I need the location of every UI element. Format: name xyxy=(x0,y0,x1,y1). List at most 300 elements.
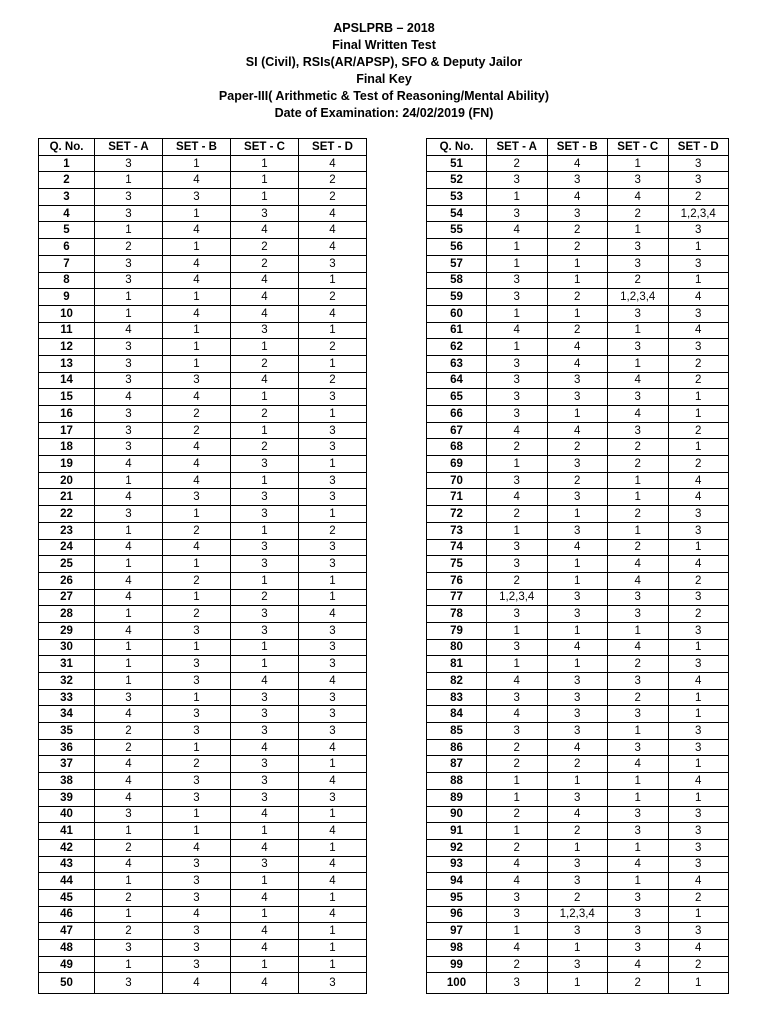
set-b-cell: 3 xyxy=(547,789,608,806)
set-d-cell: 3 xyxy=(668,923,729,940)
col-header-set-c: SET - C xyxy=(231,139,299,156)
set-c-cell: 1 xyxy=(608,355,669,372)
set-a-cell: 3 xyxy=(95,406,163,423)
set-c-cell: 2 xyxy=(231,355,299,372)
set-d-cell: 4 xyxy=(299,856,367,873)
table-row xyxy=(427,889,729,906)
set-b-cell: 3 xyxy=(163,723,231,740)
set-d-cell: 1 xyxy=(299,572,367,589)
set-c-cell: 2 xyxy=(231,406,299,423)
table-row xyxy=(427,205,729,222)
q-no-cell: 59 xyxy=(427,289,487,306)
set-c-cell: 1 xyxy=(608,723,669,740)
set-a-cell: 2 xyxy=(487,739,548,756)
set-d-cell: 3 xyxy=(668,622,729,639)
set-d-cell: 2 xyxy=(668,422,729,439)
set-d-cell: 3 xyxy=(668,305,729,322)
set-d-cell: 2 xyxy=(299,372,367,389)
set-b-cell: 4 xyxy=(547,639,608,656)
q-no-cell: 21 xyxy=(39,489,95,506)
table-row xyxy=(39,272,367,289)
set-a-cell: 3 xyxy=(95,272,163,289)
set-a-cell: 1 xyxy=(487,522,548,539)
set-b-cell: 3 xyxy=(547,372,608,389)
set-c-cell: 3 xyxy=(231,856,299,873)
set-b-cell: 3 xyxy=(547,873,608,890)
q-no-cell: 58 xyxy=(427,272,487,289)
set-c-cell: 4 xyxy=(231,839,299,856)
q-no-cell: 44 xyxy=(39,873,95,890)
set-d-cell: 3 xyxy=(668,155,729,172)
set-c-cell: 3 xyxy=(231,706,299,723)
q-no-cell: 23 xyxy=(39,522,95,539)
table-row xyxy=(39,839,367,856)
set-a-cell: 1 xyxy=(487,305,548,322)
set-d-cell: 1 xyxy=(668,789,729,806)
set-a-cell: 2 xyxy=(487,439,548,456)
set-c-cell: 4 xyxy=(608,406,669,423)
set-b-cell: 3 xyxy=(547,673,608,690)
q-no-cell: 41 xyxy=(39,823,95,840)
set-a-cell: 2 xyxy=(95,239,163,256)
set-b-cell: 1 xyxy=(547,305,608,322)
set-d-cell: 3 xyxy=(668,222,729,239)
set-b-cell: 3 xyxy=(547,489,608,506)
set-a-cell: 4 xyxy=(95,489,163,506)
set-b-cell: 1 xyxy=(163,823,231,840)
table-row xyxy=(427,823,729,840)
set-a-cell: 3 xyxy=(95,940,163,957)
set-d-cell: 2 xyxy=(668,889,729,906)
set-c-cell: 4 xyxy=(231,305,299,322)
table-row xyxy=(39,506,367,523)
set-d-cell: 4 xyxy=(299,773,367,790)
set-a-cell: 3 xyxy=(487,205,548,222)
set-b-cell: 2 xyxy=(547,322,608,339)
table-row xyxy=(39,739,367,756)
q-no-cell: 38 xyxy=(39,773,95,790)
set-b-cell: 4 xyxy=(163,172,231,189)
set-c-cell: 2 xyxy=(608,656,669,673)
set-a-cell: 3 xyxy=(487,539,548,556)
q-no-cell: 54 xyxy=(427,205,487,222)
q-no-cell: 94 xyxy=(427,873,487,890)
set-b-cell: 1 xyxy=(547,656,608,673)
table-row xyxy=(427,606,729,623)
table-row xyxy=(39,205,367,222)
set-a-cell: 4 xyxy=(95,572,163,589)
table-row xyxy=(39,706,367,723)
set-a-cell: 1 xyxy=(95,289,163,306)
table-row xyxy=(427,706,729,723)
set-a-cell: 1 xyxy=(95,172,163,189)
set-c-cell: 4 xyxy=(231,940,299,957)
set-b-cell: 3 xyxy=(163,956,231,973)
set-c-cell: 3 xyxy=(608,906,669,923)
table-row xyxy=(39,889,367,906)
set-b-cell: 3 xyxy=(547,172,608,189)
set-c-cell: 3 xyxy=(231,556,299,573)
table-row xyxy=(427,839,729,856)
set-b-cell: 3 xyxy=(163,673,231,690)
set-d-cell: 1 xyxy=(299,889,367,906)
set-a-cell: 3 xyxy=(487,906,548,923)
set-c-cell: 4 xyxy=(608,856,669,873)
set-d-cell: 4 xyxy=(299,205,367,222)
set-b-cell: 2 xyxy=(163,756,231,773)
table-row xyxy=(427,189,729,206)
set-a-cell: 3 xyxy=(95,422,163,439)
q-no-cell: 34 xyxy=(39,706,95,723)
set-c-cell: 3 xyxy=(231,622,299,639)
set-d-cell: 1 xyxy=(299,355,367,372)
set-b-cell: 3 xyxy=(163,789,231,806)
set-c-cell: 1 xyxy=(608,622,669,639)
table-row xyxy=(39,155,367,172)
q-no-cell: 46 xyxy=(39,906,95,923)
set-a-cell: 3 xyxy=(487,689,548,706)
set-c-cell: 2 xyxy=(608,439,669,456)
table-row xyxy=(39,355,367,372)
table-header-row xyxy=(427,139,729,156)
set-d-cell: 2 xyxy=(668,372,729,389)
set-c-cell: 1 xyxy=(608,322,669,339)
set-d-cell: 2 xyxy=(668,956,729,973)
set-b-cell: 3 xyxy=(163,189,231,206)
set-d-cell: 1 xyxy=(299,923,367,940)
set-d-cell: 3 xyxy=(668,522,729,539)
col-header-set-d: SET - D xyxy=(668,139,729,156)
set-c-cell: 4 xyxy=(231,673,299,690)
set-a-cell: 1 xyxy=(95,673,163,690)
set-d-cell: 4 xyxy=(668,472,729,489)
set-a-cell: 2 xyxy=(487,956,548,973)
set-d-cell: 2 xyxy=(668,189,729,206)
set-b-cell: 1 xyxy=(163,355,231,372)
q-no-cell: 74 xyxy=(427,539,487,556)
table-row xyxy=(39,773,367,790)
set-c-cell: 4 xyxy=(231,739,299,756)
set-b-cell: 4 xyxy=(163,539,231,556)
set-c-cell: 1 xyxy=(231,155,299,172)
set-a-cell: 1 xyxy=(95,656,163,673)
set-a-cell: 2 xyxy=(95,839,163,856)
set-c-cell: 3 xyxy=(231,322,299,339)
set-a-cell: 4 xyxy=(487,856,548,873)
set-d-cell: 3 xyxy=(668,656,729,673)
q-no-cell: 8 xyxy=(39,272,95,289)
set-c-cell: 1 xyxy=(608,489,669,506)
q-no-cell: 7 xyxy=(39,255,95,272)
set-c-cell: 3 xyxy=(608,339,669,356)
q-no-cell: 18 xyxy=(39,439,95,456)
set-c-cell: 2 xyxy=(608,205,669,222)
q-no-cell: 68 xyxy=(427,439,487,456)
q-no-cell: 9 xyxy=(39,289,95,306)
set-a-cell: 2 xyxy=(95,923,163,940)
table-row xyxy=(427,272,729,289)
q-no-cell: 81 xyxy=(427,656,487,673)
set-a-cell: 1 xyxy=(95,639,163,656)
q-no-cell: 55 xyxy=(427,222,487,239)
set-d-cell: 3 xyxy=(299,389,367,406)
set-b-cell: 3 xyxy=(547,923,608,940)
set-d-cell: 4 xyxy=(299,873,367,890)
set-c-cell: 4 xyxy=(231,372,299,389)
set-d-cell: 2 xyxy=(299,522,367,539)
set-c-cell: 1 xyxy=(231,422,299,439)
set-b-cell: 3 xyxy=(163,489,231,506)
set-c-cell: 4 xyxy=(231,923,299,940)
set-d-cell: 3 xyxy=(668,806,729,823)
set-a-cell: 1 xyxy=(487,456,548,473)
set-a-cell: 4 xyxy=(487,873,548,890)
set-a-cell: 4 xyxy=(95,856,163,873)
set-b-cell: 3 xyxy=(163,656,231,673)
table-row xyxy=(39,339,367,356)
set-c-cell: 3 xyxy=(608,606,669,623)
table-row xyxy=(39,656,367,673)
set-a-cell: 1 xyxy=(95,606,163,623)
set-b-cell: 2 xyxy=(163,406,231,423)
set-b-cell: 4 xyxy=(163,973,231,994)
q-no-cell: 82 xyxy=(427,673,487,690)
table-row xyxy=(39,522,367,539)
set-a-cell: 1 xyxy=(95,906,163,923)
set-c-cell: 1 xyxy=(608,773,669,790)
q-no-cell: 72 xyxy=(427,506,487,523)
table-row xyxy=(39,422,367,439)
set-c-cell: 2 xyxy=(608,539,669,556)
set-b-cell: 2 xyxy=(547,239,608,256)
table-row xyxy=(427,239,729,256)
set-b-cell: 3 xyxy=(547,856,608,873)
set-c-cell: 1 xyxy=(231,906,299,923)
table-row xyxy=(427,439,729,456)
table-row xyxy=(427,556,729,573)
q-no-cell: 14 xyxy=(39,372,95,389)
set-b-cell: 4 xyxy=(163,255,231,272)
set-d-cell: 2 xyxy=(299,172,367,189)
set-b-cell: 4 xyxy=(547,739,608,756)
q-no-cell: 96 xyxy=(427,906,487,923)
q-no-cell: 52 xyxy=(427,172,487,189)
set-d-cell: 4 xyxy=(299,305,367,322)
set-d-cell: 2 xyxy=(299,339,367,356)
set-b-cell: 3 xyxy=(547,956,608,973)
table-row xyxy=(427,372,729,389)
table-row xyxy=(427,155,729,172)
set-b-cell: 4 xyxy=(547,155,608,172)
set-a-cell: 3 xyxy=(487,889,548,906)
set-c-cell: 3 xyxy=(608,255,669,272)
set-a-cell: 1 xyxy=(95,956,163,973)
key-type: Final Key xyxy=(356,72,412,86)
set-c-cell: 4 xyxy=(231,289,299,306)
set-b-cell: 1 xyxy=(547,572,608,589)
table-row xyxy=(427,673,729,690)
set-d-cell: 3 xyxy=(668,839,729,856)
set-a-cell: 1 xyxy=(95,305,163,322)
set-c-cell: 4 xyxy=(231,806,299,823)
table-row xyxy=(427,923,729,940)
table-row xyxy=(427,289,729,306)
table-row xyxy=(39,940,367,957)
q-no-cell: 6 xyxy=(39,239,95,256)
set-a-cell: 4 xyxy=(95,589,163,606)
set-d-cell: 3 xyxy=(668,739,729,756)
set-a-cell: 3 xyxy=(487,472,548,489)
table-row xyxy=(39,322,367,339)
set-b-cell: 1 xyxy=(547,973,608,994)
set-d-cell: 3 xyxy=(299,539,367,556)
set-d-cell: 2 xyxy=(668,456,729,473)
set-b-cell: 1 xyxy=(547,255,608,272)
set-c-cell: 1 xyxy=(231,339,299,356)
table-row xyxy=(427,406,729,423)
set-a-cell: 1 xyxy=(95,522,163,539)
set-c-cell: 1 xyxy=(608,789,669,806)
set-a-cell: 1 xyxy=(487,239,548,256)
table-row xyxy=(39,406,367,423)
set-a-cell: 3 xyxy=(487,389,548,406)
set-a-cell: 1 xyxy=(95,556,163,573)
set-a-cell: 3 xyxy=(487,172,548,189)
table-row xyxy=(427,589,729,606)
set-a-cell: 3 xyxy=(95,255,163,272)
set-d-cell: 1 xyxy=(668,639,729,656)
set-d-cell: 1 xyxy=(299,456,367,473)
set-d-cell: 1 xyxy=(668,756,729,773)
q-no-cell: 57 xyxy=(427,255,487,272)
set-b-cell: 1 xyxy=(163,639,231,656)
set-b-cell: 4 xyxy=(163,305,231,322)
set-b-cell: 3 xyxy=(163,940,231,957)
table-row xyxy=(39,372,367,389)
q-no-cell: 88 xyxy=(427,773,487,790)
set-d-cell: 1 xyxy=(668,689,729,706)
table-row xyxy=(427,789,729,806)
set-b-cell: 4 xyxy=(163,389,231,406)
q-no-cell: 47 xyxy=(39,923,95,940)
set-b-cell: 3 xyxy=(163,372,231,389)
q-no-cell: 36 xyxy=(39,739,95,756)
q-no-cell: 5 xyxy=(39,222,95,239)
set-d-cell: 3 xyxy=(668,856,729,873)
set-d-cell: 4 xyxy=(299,606,367,623)
set-c-cell: 3 xyxy=(231,606,299,623)
set-c-cell: 3 xyxy=(608,806,669,823)
set-c-cell: 3 xyxy=(608,239,669,256)
set-a-cell: 2 xyxy=(487,155,548,172)
set-a-cell: 4 xyxy=(95,389,163,406)
set-d-cell: 2 xyxy=(668,606,729,623)
set-a-cell: 3 xyxy=(95,155,163,172)
table-row xyxy=(427,940,729,957)
set-b-cell: 4 xyxy=(547,339,608,356)
q-no-cell: 15 xyxy=(39,389,95,406)
table-row xyxy=(39,239,367,256)
set-b-cell: 1 xyxy=(163,322,231,339)
set-b-cell: 1 xyxy=(163,155,231,172)
set-c-cell: 2 xyxy=(608,506,669,523)
set-a-cell: 3 xyxy=(487,639,548,656)
set-d-cell: 3 xyxy=(299,439,367,456)
set-a-cell: 3 xyxy=(487,973,548,994)
set-b-cell: 2 xyxy=(547,472,608,489)
set-b-cell: 3 xyxy=(547,589,608,606)
set-a-cell: 3 xyxy=(95,189,163,206)
q-no-cell: 31 xyxy=(39,656,95,673)
table-row xyxy=(427,172,729,189)
set-d-cell: 4 xyxy=(668,673,729,690)
set-d-cell: 2 xyxy=(668,355,729,372)
set-a-cell: 3 xyxy=(487,606,548,623)
set-d-cell: 3 xyxy=(299,556,367,573)
set-a-cell: 4 xyxy=(487,706,548,723)
set-c-cell: 3 xyxy=(231,723,299,740)
q-no-cell: 71 xyxy=(427,489,487,506)
set-c-cell: 3 xyxy=(608,923,669,940)
set-a-cell: 4 xyxy=(95,706,163,723)
q-no-cell: 25 xyxy=(39,556,95,573)
q-no-cell: 51 xyxy=(427,155,487,172)
set-b-cell: 1 xyxy=(547,622,608,639)
q-no-cell: 11 xyxy=(39,322,95,339)
set-c-cell: 3 xyxy=(231,689,299,706)
set-c-cell: 1 xyxy=(231,172,299,189)
set-c-cell: 1 xyxy=(231,189,299,206)
q-no-cell: 97 xyxy=(427,923,487,940)
q-no-cell: 42 xyxy=(39,839,95,856)
set-b-cell: 2 xyxy=(547,439,608,456)
set-d-cell: 1 xyxy=(299,589,367,606)
set-d-cell: 1 xyxy=(668,973,729,994)
q-no-cell: 27 xyxy=(39,589,95,606)
set-c-cell: 4 xyxy=(231,889,299,906)
set-a-cell: 4 xyxy=(487,940,548,957)
q-no-cell: 62 xyxy=(427,339,487,356)
q-no-cell: 1 xyxy=(39,155,95,172)
set-a-cell: 1 xyxy=(487,622,548,639)
set-d-cell: 4 xyxy=(299,155,367,172)
table-row xyxy=(39,606,367,623)
set-d-cell: 3 xyxy=(668,506,729,523)
table-row xyxy=(427,222,729,239)
set-c-cell: 3 xyxy=(608,305,669,322)
set-a-cell: 1 xyxy=(487,789,548,806)
col-header-set-a: SET - A xyxy=(95,139,163,156)
table-header-row xyxy=(39,139,367,156)
set-d-cell: 1,2,3,4 xyxy=(668,205,729,222)
set-b-cell: 3 xyxy=(163,923,231,940)
set-c-cell: 3 xyxy=(231,773,299,790)
set-d-cell: 1 xyxy=(668,389,729,406)
set-a-cell: 3 xyxy=(95,205,163,222)
set-d-cell: 1 xyxy=(299,322,367,339)
table-row xyxy=(427,689,729,706)
set-b-cell: 1,2,3,4 xyxy=(547,906,608,923)
set-a-cell: 2 xyxy=(487,756,548,773)
set-c-cell: 4 xyxy=(608,756,669,773)
set-a-cell: 4 xyxy=(487,489,548,506)
table-row xyxy=(39,789,367,806)
q-no-cell: 77 xyxy=(427,589,487,606)
set-d-cell: 1 xyxy=(668,906,729,923)
table-row xyxy=(427,539,729,556)
paper-title: Paper-III( Arithmetic & Test of Reasoning/Mental Ability) xyxy=(218,89,550,103)
table-row xyxy=(427,622,729,639)
